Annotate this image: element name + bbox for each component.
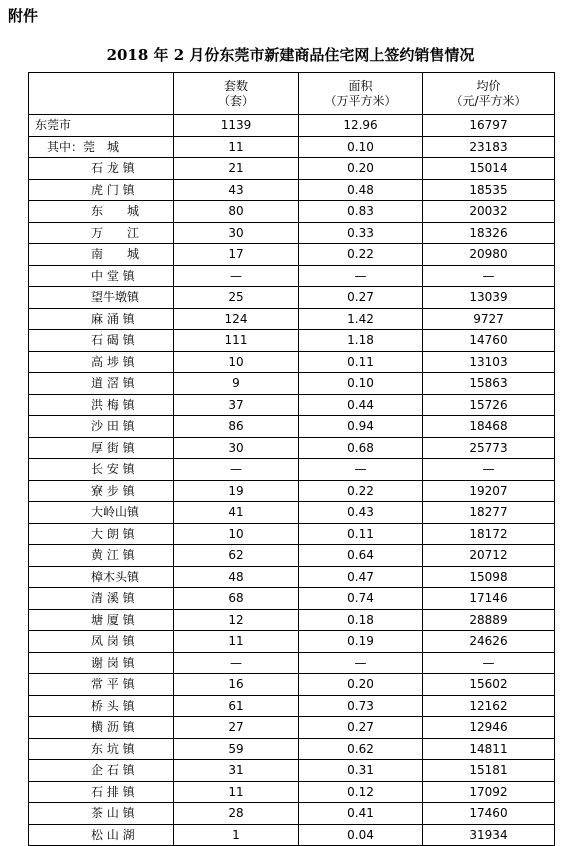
area-cell: 0.44 — [299, 394, 423, 416]
units-cell: 11 — [174, 631, 299, 653]
district-name: 石 龙 镇 — [29, 158, 174, 180]
table-row — [29, 502, 555, 524]
district-name: 洪 梅 镇 — [29, 394, 174, 416]
sales-table-body — [29, 73, 555, 846]
area-cell: 0.43 — [299, 502, 423, 524]
price-cell: 15602 — [423, 674, 555, 696]
units-cell: 124 — [174, 308, 299, 330]
price-cell: 13039 — [423, 287, 555, 309]
area-cell: 0.68 — [299, 437, 423, 459]
table-row — [29, 674, 555, 696]
table-row — [29, 416, 555, 438]
table-row — [29, 287, 555, 309]
district-name: 常 平 镇 — [29, 674, 174, 696]
district-name: 桥 头 镇 — [29, 695, 174, 717]
district-name: 黄 江 镇 — [29, 545, 174, 567]
attachment-label: 附件 — [8, 7, 39, 25]
units-cell: 10 — [174, 351, 299, 373]
units-cell: 61 — [174, 695, 299, 717]
header-price-unit: （元/平方米） — [450, 93, 527, 108]
header-price-label: 均价 — [476, 78, 501, 93]
district-name: 厚 街 镇 — [29, 437, 174, 459]
header-units — [174, 73, 299, 115]
price-cell: 13103 — [423, 351, 555, 373]
table-row — [29, 373, 555, 395]
units-cell: 16 — [174, 674, 299, 696]
price-cell: 14811 — [423, 738, 555, 760]
table-row — [29, 588, 555, 610]
table-row — [29, 760, 555, 782]
district-name: 望牛墩镇 — [29, 287, 174, 309]
table-row — [29, 244, 555, 266]
area-cell: 0.20 — [299, 158, 423, 180]
price-cell: 25773 — [423, 437, 555, 459]
table-row — [29, 824, 555, 846]
table-row — [29, 222, 555, 244]
district-name: 横 沥 镇 — [29, 717, 174, 739]
area-cell: 0.22 — [299, 480, 423, 502]
area-cell: — — [299, 459, 423, 481]
price-cell: 31934 — [423, 824, 555, 846]
area-cell: 0.04 — [299, 824, 423, 846]
price-cell: — — [423, 265, 555, 287]
price-cell: 18326 — [423, 222, 555, 244]
area-cell: 0.33 — [299, 222, 423, 244]
units-cell: 80 — [174, 201, 299, 223]
total-units: 1139 — [174, 115, 299, 137]
price-cell: 15863 — [423, 373, 555, 395]
table-row — [29, 459, 555, 481]
table-row — [29, 480, 555, 502]
district-name: 中 堂 镇 — [29, 265, 174, 287]
table-row — [29, 631, 555, 653]
units-cell: 59 — [174, 738, 299, 760]
units-cell: 86 — [174, 416, 299, 438]
district-name: 东 坑 镇 — [29, 738, 174, 760]
page-title: 2018 年 2 月份东莞市新建商品住宅网上签约销售情况 — [106, 46, 475, 64]
units-cell: 43 — [174, 179, 299, 201]
header-price — [423, 73, 555, 115]
price-cell: 28889 — [423, 609, 555, 631]
price-cell: 18172 — [423, 523, 555, 545]
price-cell: 14760 — [423, 330, 555, 352]
area-cell: 0.74 — [299, 588, 423, 610]
units-cell: 30 — [174, 437, 299, 459]
table-row — [29, 351, 555, 373]
district-name: 樟木头镇 — [29, 566, 174, 588]
header-row — [29, 73, 555, 115]
price-cell: 18277 — [423, 502, 555, 524]
area-cell: 0.94 — [299, 416, 423, 438]
area-cell: 0.73 — [299, 695, 423, 717]
area-cell: 0.12 — [299, 781, 423, 803]
header-units-label: 套数 — [223, 78, 248, 93]
table-row — [29, 308, 555, 330]
table-row — [29, 738, 555, 760]
area-cell: 0.18 — [299, 609, 423, 631]
header-area-label: 面积 — [348, 78, 373, 93]
header-area-unit: （万平方米） — [324, 93, 397, 108]
price-cell: 15014 — [423, 158, 555, 180]
units-cell: 11 — [174, 136, 299, 158]
price-cell: 17092 — [423, 781, 555, 803]
area-cell: 0.47 — [299, 566, 423, 588]
district-name: 寮 步 镇 — [29, 480, 174, 502]
price-cell: 15726 — [423, 394, 555, 416]
area-cell: 0.11 — [299, 351, 423, 373]
district-name: 企 石 镇 — [29, 760, 174, 782]
total-row — [29, 115, 555, 137]
table-row — [29, 652, 555, 674]
price-cell: 12162 — [423, 695, 555, 717]
price-cell: 15181 — [423, 760, 555, 782]
area-cell: 0.10 — [299, 373, 423, 395]
units-cell: 11 — [174, 781, 299, 803]
price-cell: — — [423, 652, 555, 674]
area-cell: 0.19 — [299, 631, 423, 653]
units-cell: 31 — [174, 760, 299, 782]
area-cell: 0.22 — [299, 244, 423, 266]
area-cell: 0.10 — [299, 136, 423, 158]
units-cell: 25 — [174, 287, 299, 309]
units-cell: 21 — [174, 158, 299, 180]
table-row — [29, 437, 555, 459]
area-cell: 0.64 — [299, 545, 423, 567]
price-cell: 18468 — [423, 416, 555, 438]
area-cell: — — [299, 265, 423, 287]
units-cell: 30 — [174, 222, 299, 244]
header-units-unit: （套） — [217, 93, 254, 108]
units-cell: — — [174, 652, 299, 674]
district-name: 石 碣 镇 — [29, 330, 174, 352]
table-row — [29, 609, 555, 631]
table-row — [29, 136, 555, 158]
units-cell: — — [174, 265, 299, 287]
district-name: 东 城 — [29, 201, 174, 223]
area-cell: — — [299, 652, 423, 674]
total-price: 16797 — [423, 115, 555, 137]
district-name: 谢 岗 镇 — [29, 652, 174, 674]
district-name: 大 朗 镇 — [29, 523, 174, 545]
district-name: 南 城 — [29, 244, 174, 266]
area-cell: 0.62 — [299, 738, 423, 760]
district-name: 凤 岗 镇 — [29, 631, 174, 653]
table-row — [29, 158, 555, 180]
units-cell: 9 — [174, 373, 299, 395]
table-row — [29, 545, 555, 567]
district-name: 石 排 镇 — [29, 781, 174, 803]
district-name: 其中：莞 城 — [29, 136, 174, 158]
price-cell: 19207 — [423, 480, 555, 502]
district-name: 茶 山 镇 — [29, 803, 174, 825]
area-cell: 0.31 — [299, 760, 423, 782]
sales-table — [28, 72, 555, 846]
area-cell: 0.48 — [299, 179, 423, 201]
area-cell: 0.20 — [299, 674, 423, 696]
area-cell: 0.27 — [299, 287, 423, 309]
units-cell: 48 — [174, 566, 299, 588]
table-row — [29, 179, 555, 201]
table-row — [29, 330, 555, 352]
table-row — [29, 265, 555, 287]
area-cell: 0.11 — [299, 523, 423, 545]
area-cell: 1.18 — [299, 330, 423, 352]
district-name: 大岭山镇 — [29, 502, 174, 524]
district-name: 道 滘 镇 — [29, 373, 174, 395]
price-cell: 20712 — [423, 545, 555, 567]
district-name: 沙 田 镇 — [29, 416, 174, 438]
price-cell: 17146 — [423, 588, 555, 610]
units-cell: 41 — [174, 502, 299, 524]
price-cell: 17460 — [423, 803, 555, 825]
table-row — [29, 523, 555, 545]
units-cell: 28 — [174, 803, 299, 825]
district-name: 清 溪 镇 — [29, 588, 174, 610]
price-cell: — — [423, 459, 555, 481]
total-name: 东莞市 — [29, 115, 174, 137]
header-area — [299, 73, 423, 115]
total-area: 12.96 — [299, 115, 423, 137]
table-row — [29, 803, 555, 825]
district-name: 长 安 镇 — [29, 459, 174, 481]
district-name: 松 山 湖 — [29, 824, 174, 846]
price-cell: 24626 — [423, 631, 555, 653]
price-cell: 20032 — [423, 201, 555, 223]
table-row — [29, 717, 555, 739]
price-cell: 18535 — [423, 179, 555, 201]
units-cell: 1 — [174, 824, 299, 846]
price-cell: 20980 — [423, 244, 555, 266]
price-cell: 9727 — [423, 308, 555, 330]
area-cell: 0.83 — [299, 201, 423, 223]
district-name: 高 埗 镇 — [29, 351, 174, 373]
units-cell: 68 — [174, 588, 299, 610]
table-row — [29, 781, 555, 803]
table-row — [29, 394, 555, 416]
units-cell: 62 — [174, 545, 299, 567]
units-cell: — — [174, 459, 299, 481]
area-cell: 0.41 — [299, 803, 423, 825]
price-cell: 12946 — [423, 717, 555, 739]
table-row — [29, 566, 555, 588]
units-cell: 12 — [174, 609, 299, 631]
table-row — [29, 201, 555, 223]
price-cell: 23183 — [423, 136, 555, 158]
area-cell: 0.27 — [299, 717, 423, 739]
district-name: 虎 门 镇 — [29, 179, 174, 201]
district-name: 塘 厦 镇 — [29, 609, 174, 631]
district-name: 麻 涌 镇 — [29, 308, 174, 330]
units-cell: 19 — [174, 480, 299, 502]
district-name: 万 江 — [29, 222, 174, 244]
table-row — [29, 695, 555, 717]
units-cell: 111 — [174, 330, 299, 352]
units-cell: 10 — [174, 523, 299, 545]
units-cell: 37 — [174, 394, 299, 416]
units-cell: 17 — [174, 244, 299, 266]
area-cell: 1.42 — [299, 308, 423, 330]
units-cell: 27 — [174, 717, 299, 739]
header-district — [29, 73, 174, 115]
price-cell: 15098 — [423, 566, 555, 588]
